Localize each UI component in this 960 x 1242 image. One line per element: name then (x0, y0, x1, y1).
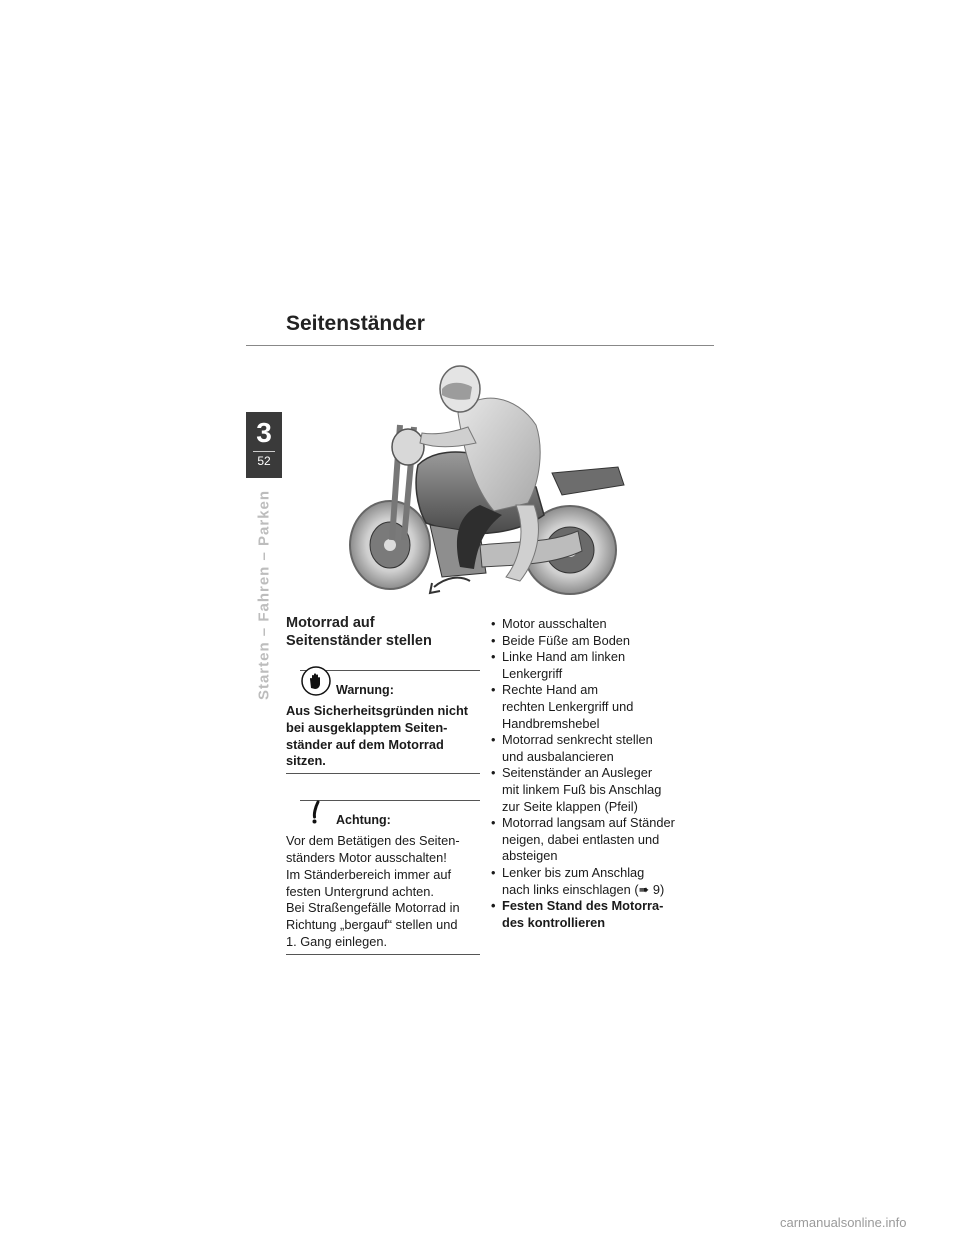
exclamation-icon (301, 796, 331, 831)
caution-notice (286, 800, 480, 955)
list-item-line: rechten Lenkergriff und (502, 698, 634, 714)
list-item-line: • Rechte Hand am (502, 682, 599, 698)
chapter-number: 3 (256, 417, 272, 448)
caution-text-line: Vor dem Betätigen des Seiten- (286, 833, 460, 849)
list-item-line: • Motorrad senkrecht stellen (502, 732, 653, 748)
caution-text-line: ständers Motor ausschalten! (286, 849, 447, 865)
warning-text (286, 703, 480, 774)
list-item (490, 682, 700, 732)
list-item-line: des kontrollieren (502, 914, 606, 930)
list-item-line: • Seitenständer an Ausleger (502, 765, 653, 781)
caution-text (286, 833, 480, 955)
caution-header (300, 801, 480, 833)
chapter-side-label: Starten – Fahren – Parken (255, 489, 273, 701)
page-title: Seitenständer (286, 312, 425, 335)
left-column (286, 614, 480, 955)
caution-text-line: Im Ständerbereich immer auf (286, 866, 452, 882)
title-rule (246, 345, 714, 346)
list-item-line: • Motorrad langsam auf Ständer (502, 815, 675, 831)
list-item (490, 865, 700, 898)
caution-text-line: 1. Gang einlegen. (286, 933, 388, 949)
caution-text-line: Bei Straßengefälle Motorrad in (286, 900, 460, 916)
list-item-line: Handbremshebel (502, 715, 600, 731)
warning-text-line: sitzen. (286, 753, 326, 769)
warning-header (300, 671, 480, 703)
list-item-line: • Linke Hand am linken (502, 649, 626, 665)
list-item (490, 898, 700, 931)
right-column (490, 616, 700, 931)
caution-text-line: Richtung „bergauf“ stellen und (286, 917, 458, 933)
watermark: carmanualsonline.info (780, 1215, 907, 1230)
list-item-line: • Beide Füße am Boden (502, 632, 631, 648)
chapter-tab (246, 412, 282, 478)
warning-label: Warnung: (336, 683, 394, 697)
list-item (490, 616, 700, 633)
page-number: 52 (257, 454, 271, 468)
caution-label: Achtung: (336, 813, 391, 828)
section-heading (286, 614, 480, 650)
list-item-line: zur Seite klappen (Pfeil) (502, 798, 638, 814)
step-list (490, 616, 700, 931)
list-item (490, 633, 700, 650)
list-item-line: absteigen (502, 848, 558, 864)
warning-text-line: ständer auf dem Motorrad (286, 736, 444, 752)
warning-notice (286, 670, 480, 774)
list-item (490, 649, 700, 682)
list-item-line: • Lenker bis zum Anschlag (502, 864, 645, 880)
warning-text-line: Aus Sicherheitsgründen nicht (286, 703, 469, 718)
section-heading-line: Motorrad auf (286, 615, 375, 631)
list-item-line: mit linkem Fuß bis Anschlag (502, 781, 662, 797)
list-item-line: Lenkergriff (502, 665, 563, 681)
list-item (490, 732, 700, 765)
motorcycle-illustration (330, 355, 660, 605)
list-item-line: • Motor ausschalten (502, 616, 607, 631)
caution-text-line: festen Untergrund achten. (286, 883, 434, 899)
warning-text-line: bei ausgeklapptem Seiten- (286, 719, 448, 735)
list-item-line: • Festen Stand des Motorra- (502, 898, 664, 914)
list-item (490, 815, 700, 865)
hand-stop-icon (301, 666, 331, 701)
section-heading-line: Seitenständer stellen (286, 633, 432, 649)
list-item-line: neigen, dabei entlasten und (502, 831, 660, 847)
list-item-line: nach links einschlagen (➠ 9) (502, 881, 665, 897)
list-item-line: und ausbalancieren (502, 748, 614, 764)
list-item (490, 765, 700, 815)
chapter-separator (253, 451, 275, 452)
